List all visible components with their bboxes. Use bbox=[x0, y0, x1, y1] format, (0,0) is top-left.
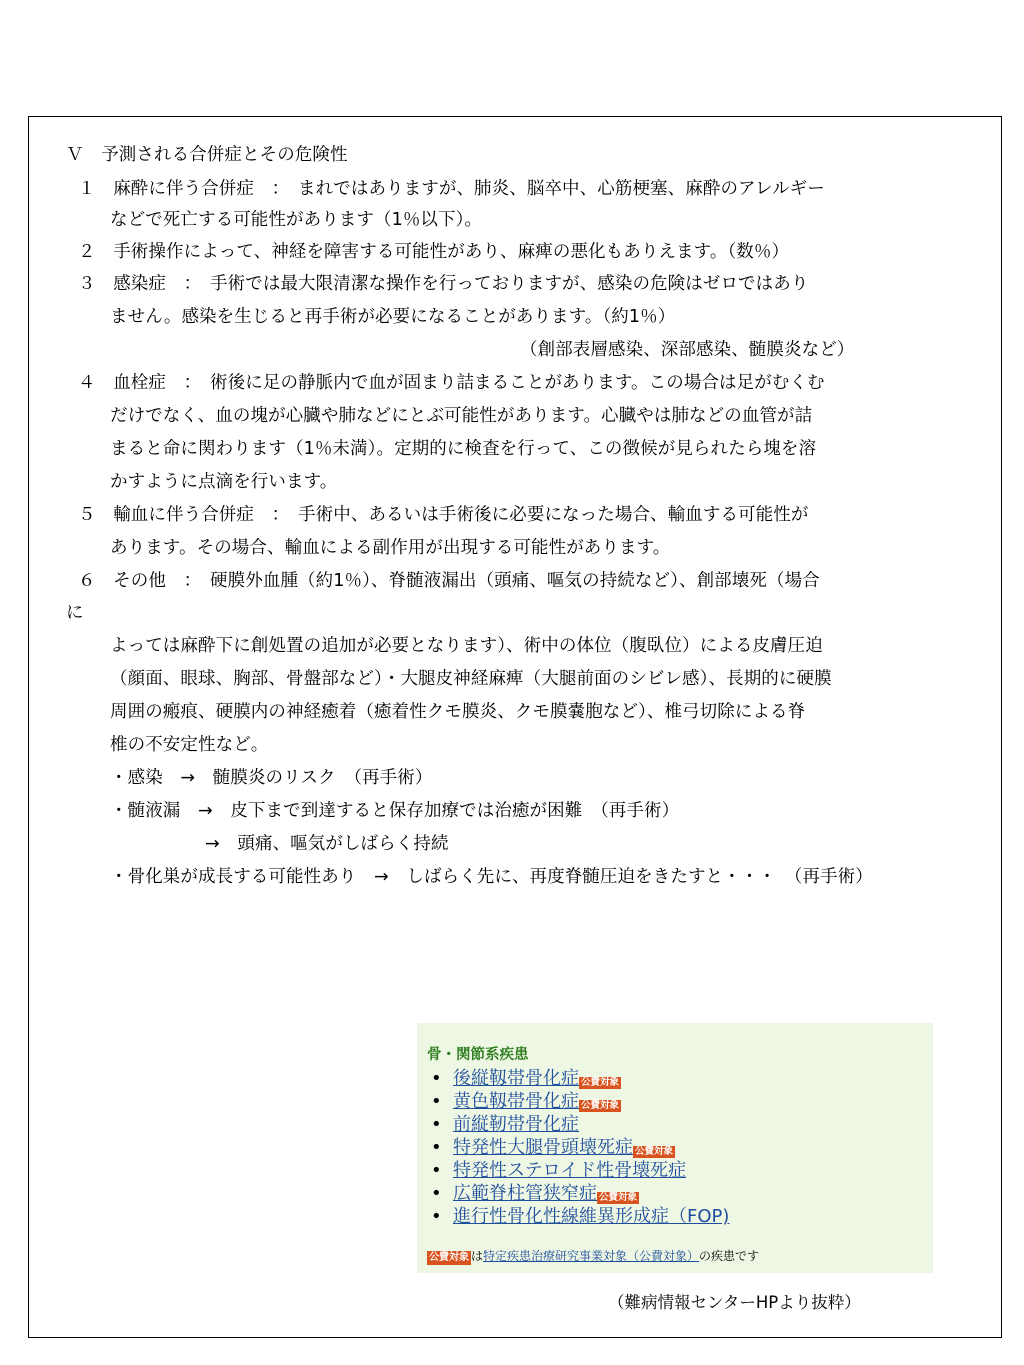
public-expense-badge: 公費対象 bbox=[429, 1252, 469, 1263]
text-line: ３ 感染症 ： 手術では最大限清潔な操作を行っておりますが、感染の危険はゼロではあり bbox=[78, 274, 809, 294]
list-item bbox=[417, 1067, 729, 1090]
bullet-icon: • bbox=[431, 1068, 442, 1089]
text-line: などで死亡する可能性があります（1％以下）。 bbox=[110, 210, 483, 230]
risk-item: → 頭痛、嘔気がしばらく持続 bbox=[205, 834, 449, 854]
disease-link[interactable]: 後縦靱帯骨化症 bbox=[453, 1068, 579, 1089]
list-item bbox=[417, 1136, 729, 1159]
text-line: ２ 手術操作によって、神経を障害する可能性があり、麻痺の悪化もありえます。（数％） bbox=[78, 242, 790, 262]
disease-list bbox=[417, 1067, 729, 1228]
text-line: だけでなく、血の塊が心臓や肺などにとぶ可能性があります。心臓やは肺などの血管が詰 bbox=[110, 406, 813, 426]
text-line: 周囲の瘢痕、硬膜内の神経癒着（癒着性クモ膜炎、クモ膜嚢胞など）、椎弓切除による脊 bbox=[110, 702, 806, 722]
list-item bbox=[417, 1159, 729, 1182]
bullet-icon: • bbox=[431, 1183, 442, 1204]
disease-link[interactable]: 特発性ステロイド性骨壊死症 bbox=[453, 1160, 687, 1181]
disease-link[interactable]: 進行性骨化性線維異形成症（FOP) bbox=[453, 1206, 730, 1227]
list-item bbox=[417, 1205, 729, 1228]
text-line: ５ 輸血に伴う合併症 ： 手術中、あるいは手術後に必要になった場合、輸血する可能性が bbox=[78, 505, 809, 525]
disease-link[interactable]: 広範脊柱管狭窄症 bbox=[453, 1183, 597, 1204]
text-line: ません。感染を生じると再手術が必要になることがあります。（約1％） bbox=[110, 307, 676, 327]
risk-item: ・感染 → 髄膜炎のリスク （再手術） bbox=[110, 768, 433, 788]
bullet-icon: • bbox=[431, 1114, 442, 1135]
public-expense-badge: 公費対象 bbox=[635, 1146, 674, 1157]
risk-item: ・骨化巣が成長する可能性あり → しばらく先に、再度脊髄圧迫をきたすと・・・ （再手術） bbox=[110, 867, 873, 887]
panel-heading: 骨・関節系疾患 bbox=[427, 1047, 529, 1063]
risk-item: ・髄液漏 → 皮下まで到達すると保存加療では治癒が困難 （再手術） bbox=[110, 801, 680, 821]
text-line: ６ その他 ： 硬膜外血腫（約1％）、脊髄液漏出（頭痛、嘔気の持続など）、創部壊死（場合 bbox=[78, 571, 820, 591]
note-suffix: の疾患です bbox=[699, 1249, 760, 1263]
text-line: ４ 血栓症 ： 術後に足の静脈内で血が固まり詰まることがあります。この場合は足がむくむ bbox=[78, 373, 825, 393]
text-line: よっては麻酔下に創処置の追加が必要となります）、術中の体位（腹臥位）による皮膚圧迫 bbox=[110, 636, 823, 656]
disease-link[interactable]: 黄色靱帯骨化症 bbox=[453, 1091, 579, 1112]
list-item bbox=[417, 1090, 729, 1113]
text-line: １ 麻酔に伴う合併症 ： まれではありますが、肺炎、脳卒中、心筋梗塞、麻酔のアレルギー bbox=[78, 179, 825, 199]
text-line: （顔面、眼球、胸部、骨盤部など）・大腿皮神経麻痺（大腿前面のシビレ感）、長期的に硬膜 bbox=[110, 669, 832, 689]
public-expense-badge: 公費対象 bbox=[581, 1100, 620, 1111]
bullet-icon: • bbox=[431, 1091, 442, 1112]
text-line: 椎の不安定性など。 bbox=[110, 735, 269, 755]
text-line: かすように点滴を行います。 bbox=[110, 472, 338, 492]
bullet-icon: • bbox=[431, 1160, 442, 1181]
panel-footnote bbox=[427, 1247, 759, 1265]
text-line: に bbox=[66, 603, 84, 623]
disease-link[interactable]: 前縦靭帯骨化症 bbox=[453, 1114, 579, 1135]
public-expense-badge: 公費対象 bbox=[599, 1192, 638, 1203]
disease-list-panel bbox=[417, 1023, 933, 1273]
list-item bbox=[417, 1182, 729, 1205]
public-expense-badge: 公費対象 bbox=[581, 1077, 620, 1088]
bullet-icon: • bbox=[431, 1206, 442, 1227]
disease-link[interactable]: 特発性大腿骨頭壊死症 bbox=[453, 1137, 633, 1158]
note-prefix: は bbox=[471, 1249, 484, 1263]
bullet-icon: • bbox=[431, 1137, 442, 1158]
program-link[interactable]: 特定疾患治療研究事業対象（公費対象） bbox=[483, 1249, 700, 1263]
source-citation: （難病情報センターHPより抜粋） bbox=[608, 1293, 861, 1312]
text-line: （創部表層感染、深部感染、髄膜炎など） bbox=[520, 340, 855, 360]
section-heading: Ｖ 予測される合併症とその危険性 bbox=[66, 145, 348, 165]
text-line: あります。その場合、輸血による副作用が出現する可能性があります。 bbox=[110, 538, 671, 558]
text-line: まると命に関わります（1％未満）。定期的に検査を行って、この徴候が見られたら塊を溶 bbox=[110, 439, 817, 459]
list-item bbox=[417, 1113, 729, 1136]
